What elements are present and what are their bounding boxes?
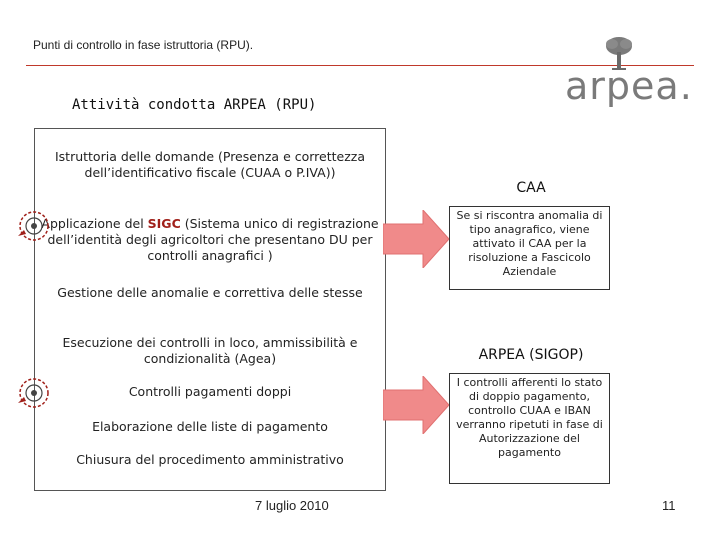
caa-heading: CAA (516, 180, 546, 196)
activity-controlli-loco: Esecuzione dei controlli in loco, ammissibilità e condizionalità (Agea) (62, 335, 358, 366)
arrow-to-caa-icon (383, 210, 451, 268)
caa-note-box (449, 206, 610, 290)
activity-anomalie: Gestione delle anomalie e correttiva delle stesse (57, 285, 363, 300)
sigop-heading: ARPEA (SIGOP) (478, 347, 584, 363)
sigc-highlight: SIGC (147, 216, 181, 231)
arrow-to-sigop-icon (383, 376, 451, 434)
arpea-logo-text (565, 64, 693, 108)
slide-header-title: Punti di controllo in fase istruttoria (RPU). (33, 38, 254, 52)
activity-istruttoria: Istruttoria delle domande (Presenza e correttezza dell’identificativo fiscale (CUAA o P.IVA)) (54, 149, 366, 180)
activity-liste-pagamento: Elaborazione delle liste di pagamento (92, 419, 328, 434)
activity-sigc-post: (Sistema unico di registrazione dell’identità degli agricoltori che presentano DU per controlli anagrafici ) (47, 216, 379, 263)
activity-chiusura: Chiusura del procedimento amministrativo (76, 452, 344, 467)
sigop-note-text: I controlli afferenti lo stato di doppio pagamento, controllo CUAA e IBAN verranno ripetuti in fase di Autorizzazione del pagamento (456, 376, 603, 459)
logo-dot: . (679, 64, 693, 108)
activity-pagamenti-doppi: Controlli pagamenti doppi (128, 384, 292, 399)
activity-sigc (40, 216, 380, 264)
caa-note-text: Se si riscontra anomalia di tipo anagrafico, viene attivato il CAA per la risoluzione a Fascicolo Aziendale (456, 209, 603, 278)
footer-date: 7 luglio 2010 (255, 498, 329, 513)
activity-sigc-pre: Applicazione del (41, 216, 148, 231)
page-number: 11 (662, 498, 676, 513)
activities-box (34, 128, 386, 491)
seal-stamp-icon (14, 373, 54, 413)
sigop-note-box (449, 373, 610, 484)
logo-word: arpea (565, 64, 680, 108)
section-title: Attività condotta ARPEA (RPU) (72, 97, 317, 113)
seal-stamp-icon (14, 206, 54, 246)
